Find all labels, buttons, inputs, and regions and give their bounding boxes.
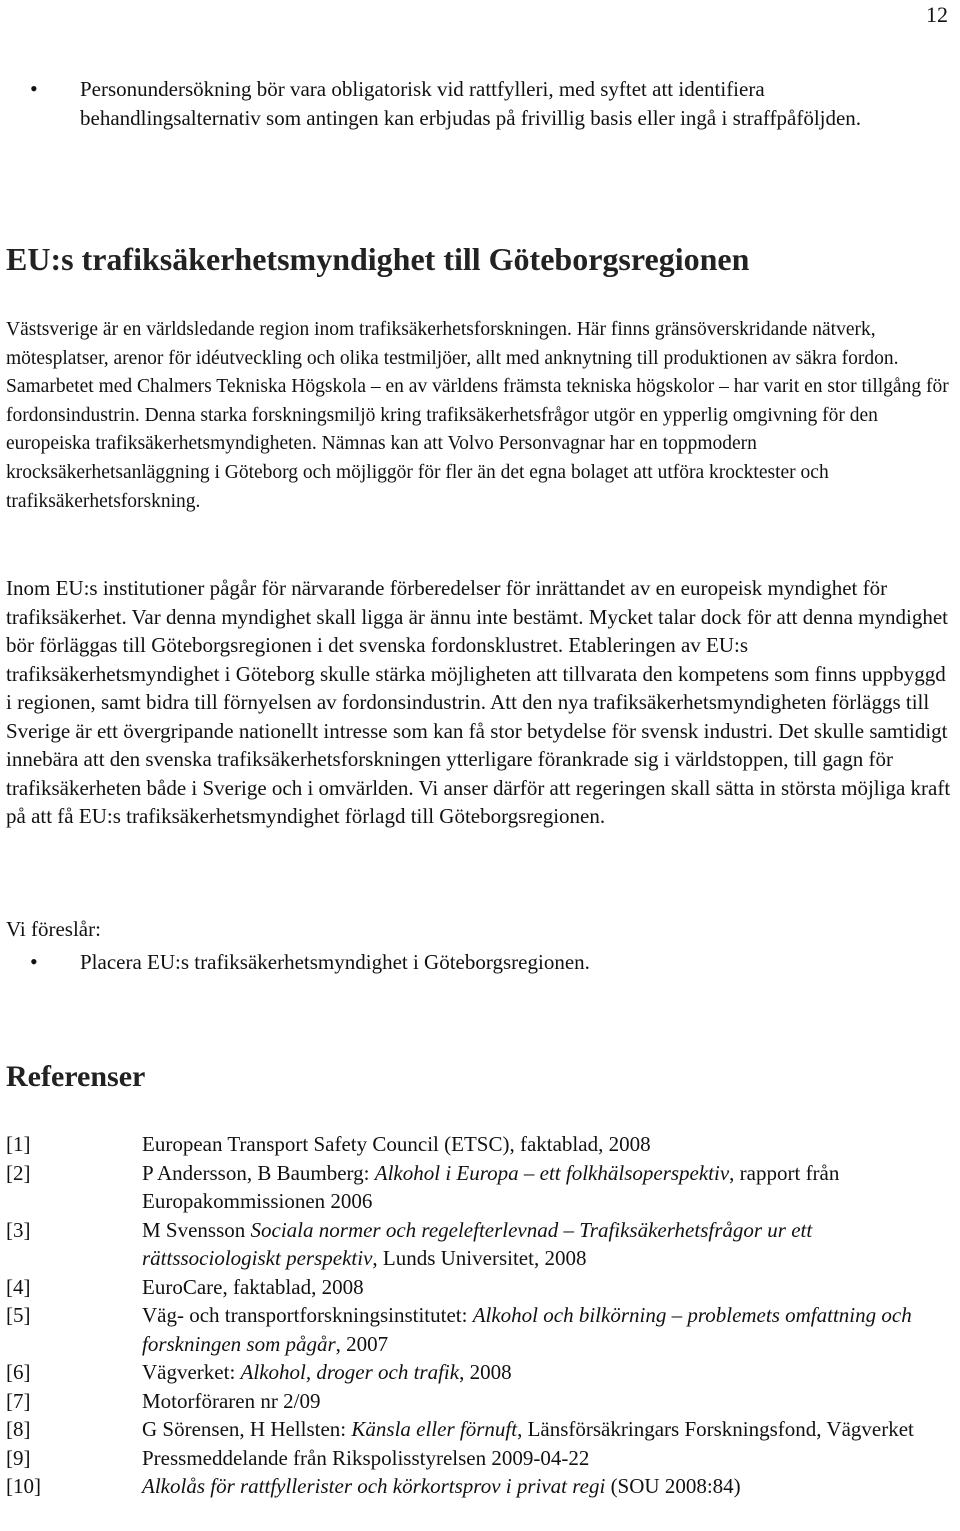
reference-item xyxy=(6,1415,956,1444)
reference-item xyxy=(6,1444,956,1473)
bullet-icon: • xyxy=(30,949,38,974)
paragraph-1: Västsverige är en världsledande region inom trafiksäkerhetsforskningen. Här finns gränsöverskridande nätverk, mötesplatser, arenor för idéutveckling och olika testmiljöer, allt med anknytning till produktionen av säkra fordon. Samarbetet med Chalmers Tekniska Högskola – en av världens främsta tekniska högskolor – har varit en stor tillgång för fordonsindustrin. Denna starka forskningsmiljö kring trafiksäkerhetsfrågor utgör en ypperlig omgivning för den europeiska trafiksäkerhetsmyndigheten. Nämnas kan att Volvo Personvagnar har en toppmodern krocksäkerhetsanläggning i Göteborg och möjliggör för fler än det egna bolaget att utföra krocktester och trafiksäkerhetsforskning. xyxy=(6,319,949,512)
reference-item xyxy=(6,1472,956,1501)
reference-plain: European Transport Safety Council (ETSC), faktablad, 2008 xyxy=(142,1132,651,1156)
reference-title: Alkohol och bilkörning – problemets omfattning och forskningen som pågår xyxy=(142,1303,912,1356)
reference-number: [3] xyxy=(6,1217,31,1242)
reference-plain: P Andersson, B Baumberg: xyxy=(142,1160,375,1185)
reference-title: Alkohol i Europa – ett folkhälsoperspektiv xyxy=(374,1160,730,1185)
proposal-bullet-text: Placera EU:s trafiksäkerhetsmyndighet i Göteborgsregionen. xyxy=(80,950,590,974)
reference-number: [4] xyxy=(6,1274,31,1299)
reference-number: [8] xyxy=(6,1417,31,1441)
reference-item xyxy=(6,1387,956,1416)
reference-plain: Vägverket: xyxy=(142,1360,241,1384)
reference-title: Sociala normer och regelefterlevnad – Trafiksäkerhetsfrågor ur ett rättssociologiskt perspektiv xyxy=(142,1217,813,1270)
reference-text xyxy=(142,1358,956,1387)
reference-number: [10] xyxy=(6,1474,41,1498)
reference-item xyxy=(6,1358,956,1387)
reference-plain: M Svensson xyxy=(142,1217,251,1242)
reference-text xyxy=(142,1301,956,1358)
reference-suffix: , 2007 xyxy=(335,1331,389,1356)
bullet-text: Personundersökning bör vara obligatorisk vid rattfylleri, med syftet att identifiera behandlingsalternativ som antingen kan erbjudas på frivillig basis eller ingå i straffpåföljden. xyxy=(80,77,862,130)
reference-number: [2] xyxy=(6,1160,31,1185)
page-number: 12 xyxy=(926,2,948,27)
reference-suffix: , rapport från Europakommissionen 2006 xyxy=(142,1160,840,1213)
reference-plain: Väg- och transportforskningsinstitutet: xyxy=(142,1303,473,1327)
reference-text xyxy=(142,1387,956,1416)
reference-text xyxy=(142,1273,956,1302)
reference-suffix: , Länsförsäkringars Forskningsfond, Vägverket xyxy=(517,1417,914,1441)
reference-text xyxy=(142,1415,956,1444)
reference-title: Alkohol, droger och trafik xyxy=(240,1360,460,1384)
reference-number: [7] xyxy=(6,1388,31,1413)
reference-plain: G Sörensen, H Hellsten: xyxy=(142,1417,352,1441)
reference-plain: Motorföraren nr 2/09 xyxy=(142,1388,321,1413)
reference-item xyxy=(6,1301,956,1358)
section-heading: EU:s trafiksäkerhetsmyndighet till Göteborgsregionen xyxy=(6,241,750,277)
references-heading: Referenser xyxy=(6,1060,146,1093)
reference-item xyxy=(6,1130,956,1159)
reference-number: [5] xyxy=(6,1303,31,1327)
bullet-icon: • xyxy=(30,76,38,101)
reference-text xyxy=(142,1130,956,1159)
reference-text xyxy=(142,1159,956,1216)
reference-plain: Pressmeddelande från Rikspolisstyrelsen 2009-04-22 xyxy=(142,1445,590,1470)
reference-item xyxy=(6,1216,956,1273)
proposal-intro: Vi föreslår: xyxy=(6,917,101,941)
reference-suffix: , Lunds Universitet, 2008 xyxy=(372,1246,587,1270)
reference-number: [6] xyxy=(6,1360,31,1384)
reference-title: Alkolås för rattfyllerister och körkortsprov i privat regi xyxy=(142,1474,606,1498)
reference-title: Känsla eller förnuft xyxy=(351,1417,518,1441)
paragraph-2: Inom EU:s institutioner pågår för närvarande förberedelser för inrättandet av en europeisk myndighet för trafiksäkerhet. Var denna myndighet skall ligga är ännu inte bestämt. Mycket talar dock för att denna myndighet bör förläggas till Göteborgsregionen i det svenska fordonsklustret. Etableringen av EU:s trafiksäkerhetsmyndighet i Göteborg skulle stärka möjligheten att tillvarata den kompetens som finns uppbyggd i regionen, samt bidra till förnyelsen av fordonsindustrin. Att den nya trafiksäkerhetsmyndigheten förläggs till Sverige är ett övergripande nationellt intresse som kan få stor betydelse för svensk industri. Det skulle samtidigt innebära att den svenska trafiksäkerhetsforskningen ytterligare förankrade sig i världstoppen, till gagn för trafiksäkerheten både i Sverige och i omvärlden. Vi anser därför att regeringen skall sätta in största möjliga kraft på att få EU:s trafiksäkerhetsmyndighet förlagd till Göteborgsregionen. xyxy=(6,576,951,828)
references-list xyxy=(6,1130,956,1501)
reference-text xyxy=(142,1216,956,1273)
reference-text xyxy=(142,1472,956,1501)
reference-item xyxy=(6,1159,956,1216)
reference-plain: EuroCare, faktablad, 2008 xyxy=(142,1274,364,1299)
reference-suffix: (SOU 2008:84) xyxy=(605,1474,741,1498)
reference-text xyxy=(142,1444,956,1473)
reference-item xyxy=(6,1273,956,1302)
reference-number: [1] xyxy=(6,1132,31,1156)
reference-suffix: , 2008 xyxy=(459,1360,512,1384)
reference-number: [9] xyxy=(6,1445,31,1470)
